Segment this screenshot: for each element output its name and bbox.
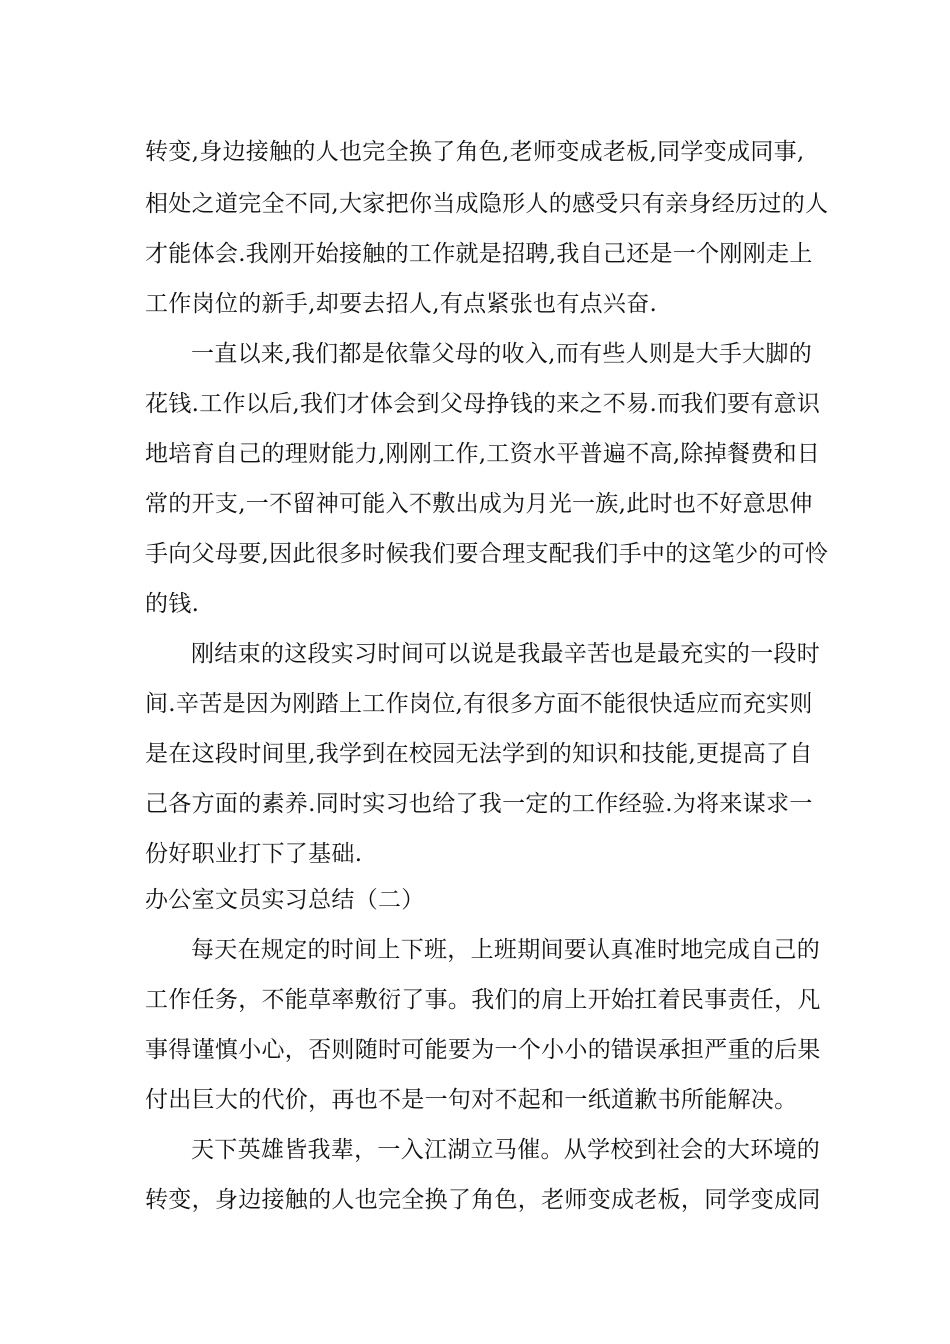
text-line: 份好职业打下了基础. [145, 841, 363, 867]
text-line: 付出巨大的代价，再也不是一句对不起和一纸道歉书所能解决。 [145, 1087, 798, 1113]
text-line: 己各方面的素养.同时实习也给了我一定的工作经验.为将来谋求一 [145, 791, 813, 817]
paragraph-first-line: 天下英雄皆我辈，一入江湖立马催。从学校到社会的大环境的 [191, 1137, 821, 1163]
text-line: 转变，身边接触的人也完全换了角色，老师变成老板，同学变成同 [145, 1187, 821, 1213]
text-line: 事得谨慎小心，否则随时可能要为一个小小的错误承担严重的后果 [145, 1037, 821, 1063]
text-line: 间.辛苦是因为刚踏上工作岗位,有很多方面不能很快适应而充实则 [145, 691, 813, 717]
text-line: 花钱.工作以后,我们才体会到父母挣钱的来之不易.而我们要有意识 [145, 391, 821, 417]
text-line: 地培育自己的理财能力,刚刚工作,工资水平普遍不高,除掉餐费和日 [145, 441, 821, 467]
paragraph-first-line: 每天在规定的时间上下班，上班期间要认真准时地完成自己的 [191, 937, 821, 963]
text-line: 手向父母要,因此很多时候我们要合理支配我们手中的这笔少的可怜 [145, 541, 829, 567]
text-line: 才能体会.我刚开始接触的工作就是招聘,我自己还是一个刚刚走上 [145, 241, 813, 267]
text-line: 转变,身边接触的人也完全换了角色,老师变成老板,同学变成同事, [145, 139, 805, 165]
text-line: 是在这段时间里,我学到在校园无法学到的知识和技能,更提高了自 [145, 741, 813, 767]
text-line: 的钱. [145, 591, 200, 617]
text-line: 工作岗位的新手,却要去招人,有点紧张也有点兴奋. [145, 291, 658, 317]
text-line: 工作任务，不能草率敷衍了事。我们的肩上开始扛着民事责任，凡 [145, 987, 821, 1013]
text-line: 相处之道完全不同,大家把你当成隐形人的感受只有亲身经历过的人 [145, 191, 829, 217]
paragraph-first-line: 刚结束的这段实习时间可以说是我最辛苦也是最充实的一段时 [191, 641, 821, 667]
section-heading: 办公室文员实习总结（二） [145, 887, 425, 913]
paragraph-first-line: 一直以来,我们都是依靠父母的收入,而有些人则是大手大脚的 [191, 341, 813, 367]
text-line: 常的开支,一不留神可能入不敷出成为月光一族,此时也不好意思伸 [145, 491, 813, 517]
